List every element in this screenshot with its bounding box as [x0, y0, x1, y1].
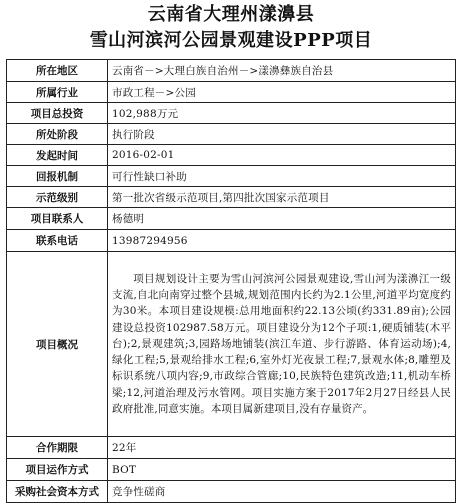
row-label: 示范级别	[7, 187, 108, 208]
table-row	[7, 187, 456, 208]
table-row	[7, 124, 456, 145]
row-value: 102,988万元	[108, 103, 456, 124]
table-row	[7, 208, 456, 230]
row-value: 竞争性磋商	[108, 481, 456, 503]
row-label: 回报机制	[7, 166, 108, 187]
table-row	[7, 145, 456, 166]
overview-label: 项目概况	[7, 252, 108, 437]
project-info-table	[6, 59, 456, 503]
table-row	[7, 481, 456, 503]
title-line-2: 雪山河滨河公园景观建设PPP项目	[89, 30, 373, 51]
row-label: 所处阶段	[7, 124, 108, 145]
row-value: 可行性缺口补助	[108, 166, 456, 187]
row-value: 市政工程－>公园	[108, 82, 456, 103]
table-row	[7, 230, 456, 252]
row-label: 项目总投资	[7, 103, 108, 124]
table-row	[7, 437, 456, 459]
row-value: 第一批次省级示范项目,第四批次国家示范项目	[108, 187, 456, 208]
row-label: 所在地区	[7, 60, 108, 82]
table-row	[7, 60, 456, 82]
table-row	[7, 103, 456, 124]
row-value: 22年	[108, 437, 456, 459]
table-row	[7, 459, 456, 481]
table-row	[7, 82, 456, 103]
row-label: 发起时间	[7, 145, 108, 166]
title-line-1: 云南省大理州漾濞县	[147, 4, 315, 25]
table-row	[7, 252, 456, 437]
row-value: 2016-02-01	[108, 145, 456, 166]
row-label: 合作期限	[7, 437, 108, 459]
row-value: 13987294956	[108, 230, 456, 252]
overview-text: 项目规划设计主要为雪山河滨河公园景观建设,雪山河为漾濞江一级支流,自北向南穿过整个县城,规划范围内长约为2.1公里,河道平均宽度约为30米。本项目建设规模:总用地面积约22.13公顷(约331.89亩);公园建设总投资102987.58万元。项目建设分为12个子项:1,硬质铺装(木平台);2,景观建筑;3,园路场地铺装(滨江车道、步行游路、体育运动场);4,绿化工程;5,景观给排水工程;6,室外灯光夜景工程;7,景观水体;8,雕塑及标识系统八项内容;9,市政综合管廊;10,民族特色建筑改造;11,机动车桥梁;12,河道治理及污水管网。项目实施方案于2017年2月27日经县人民政府批准,同意实施。本项目属新建项目,没有存量资产。	[112, 273, 451, 415]
row-label: 项目运作方式	[7, 459, 108, 481]
row-label: 项目联系人	[7, 208, 108, 230]
row-value: 云南省－>大理白族自治州－>漾濞彝族自治县	[108, 60, 456, 82]
row-label: 所属行业	[7, 82, 108, 103]
overview-text-cell	[108, 252, 456, 437]
table-row	[7, 166, 456, 187]
row-value: BOT	[108, 459, 456, 481]
row-label: 采购社会资本方式	[7, 481, 108, 503]
row-label: 联系电话	[7, 230, 108, 252]
row-value: 杨德明	[108, 208, 456, 230]
row-value: 执行阶段	[108, 124, 456, 145]
